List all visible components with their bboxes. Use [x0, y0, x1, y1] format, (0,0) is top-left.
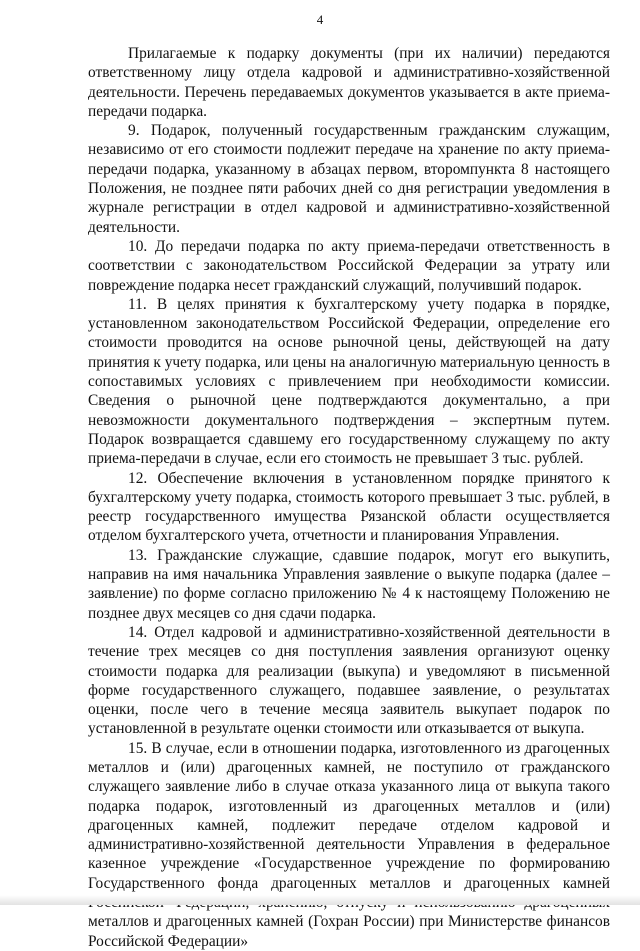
scan-bottom-edge	[0, 895, 640, 905]
paragraph-15: 15. В случае, если в отношении подарка, изготовленного из драгоценных металлов и (или) драгоценных камней, не поступило от гражданского служащего заявление либо в случае отказа указанного лица от выкупа такого подарка подарок, изготовленный из драгоценных металлов и (или) драгоценных камней, подлежит передаче отделом кадровой и административно-хозяйственной деятельности Управления в федеральное казенное учреждение «Государственное учреждение по формированию Государственного фонда драгоценных металлов и драгоценных камней металлов и драгоценных камней (Гохран России) при Министерстве финансов Российской Федерации»	[88, 739, 610, 950]
paragraph-9: 9. Подарок, полученный государственным гражданским служащим, независимо от его стоимости подлежит передаче на хранение по акту приема-передачи подарка, указанному в абзацах первом, второмпункта 8 настоящего Положения, не позднее пяти рабочих дней со дня регистрации уведомления в журнале регистрации в отдел кадровой и административно-хозяйственной деятельности.	[88, 122, 610, 236]
paragraph-attached-documents: Прилагаемые к подарку документы (при их наличии) передаются ответственному лицу отдела кадровой и административно-хозяйственной деятельности. Перечень передаваемых документов указывается в акте приема-передачи подарка.	[88, 45, 610, 120]
document-body	[88, 44, 610, 951]
paragraph-11: 11. В целях принятия к бухгалтерскому учету подарка в порядке, установленном законодательством Российской Федерации, определение его стоимости проводится на основе рыночной цены, действующей на дату принятия к учету подарка, или цены на аналогичную материальную ценность в сопоставимых условиях с привлечением при необходимости комиссии. Сведения о рыночной цене подтверждаются документально, а при невозможности документального подтверждения – экспертным путем. Подарок возвращается сдавшему его государственному служащему по акту приема-передачи в случае, если его стоимость не превышает 3 тыс. рублей.	[88, 295, 610, 468]
paragraph-14: 14. Отдел кадровой и административно-хозяйственной деятельности в течение трех месяцев со дня поступления заявления организуют оценку стоимости подарка для реализации (выкупа) и уведомляют в письменной форме государственного служащего, подавшее заявление, о результатах оценки, после чего в течение месяца заявитель выкупает подарок по установленной в результате оценки стоимости или отказывается от выкупа.	[88, 623, 610, 738]
paragraph-13: 13. Гражданские служащие, сдавшие подарок, могут его выкупить, направив на имя начальника Управления заявление о выкупе подарка (далее – заявление) по форме согласно приложению № 4 к настоящему Положению не позднее двух месяцев со дня сдачи подарка.	[88, 546, 610, 622]
paragraph-10: 10. До передачи подарка по акту приема-передачи ответственность в соответствии с законодательством Российской Федерации за утрату или повреждение подарка несет гражданский служащий, получивший подарок.	[88, 237, 610, 294]
page-number: 4	[316, 12, 324, 27]
paragraph-12: 12. Обеспечение включения в установленном порядке принятого к бухгалтерскому учету подарка, стоимость которого превышает 3 тыс. рублей, в реестр государственного имущества Рязанской области осуществляется отделом бухгалтерского учета, отчетности и планирования Управления.	[88, 469, 610, 545]
